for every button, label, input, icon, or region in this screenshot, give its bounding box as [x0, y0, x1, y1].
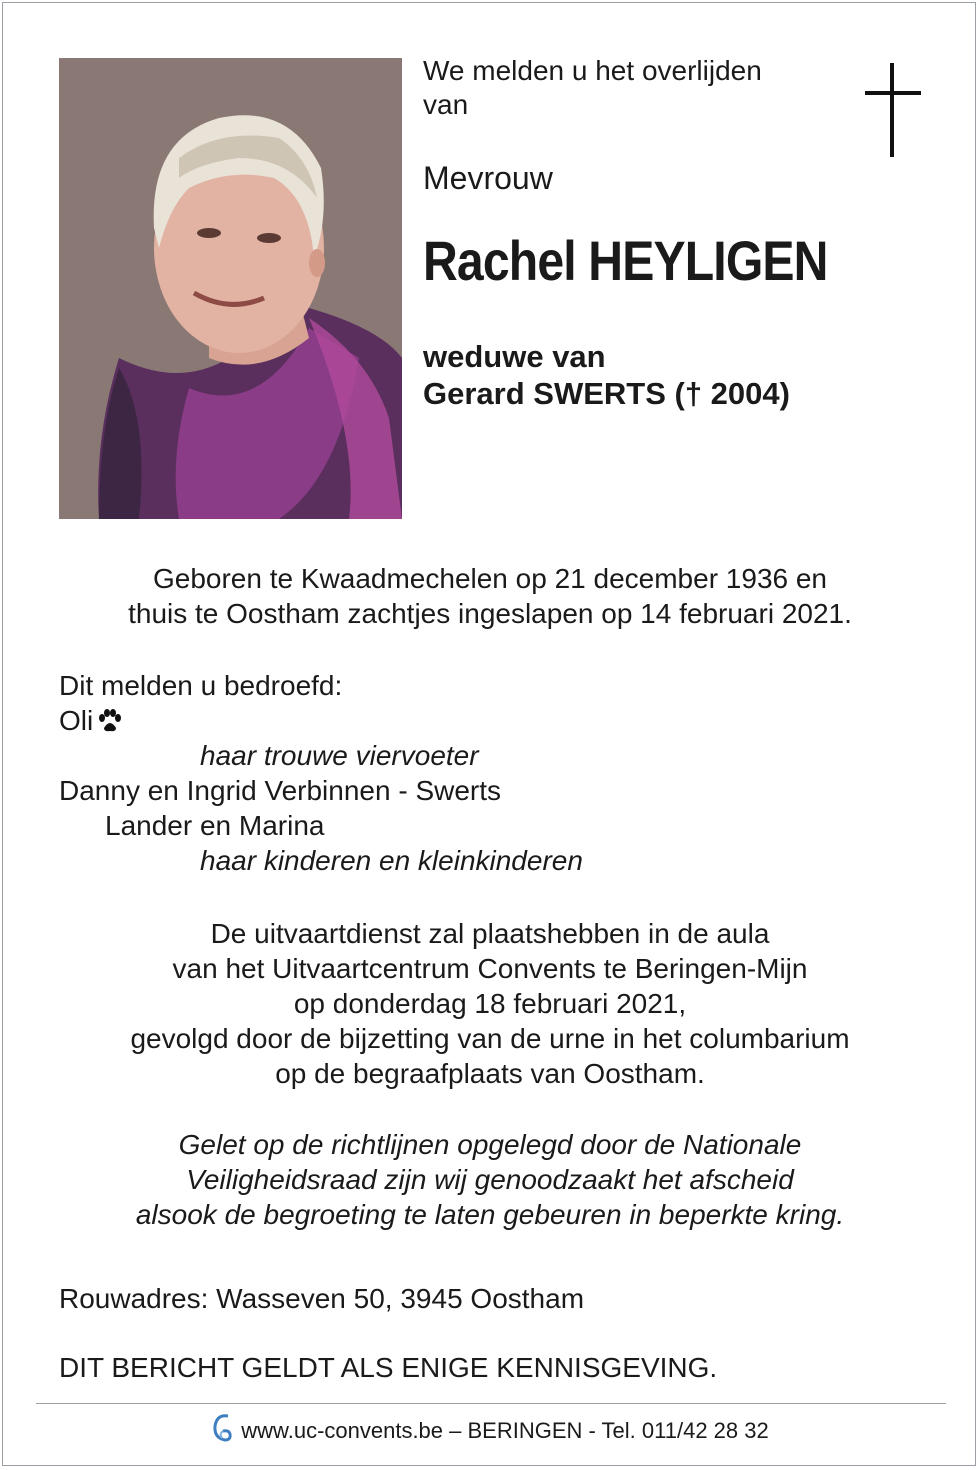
service-line-1: De uitvaartdienst zal plaatshebben in de aula [210, 918, 770, 949]
honorific: Mevrouw [423, 160, 553, 196]
widow-line-1: weduwe van [423, 339, 606, 374]
announcement-intro [423, 54, 823, 122]
paw-icon [97, 709, 123, 733]
intro-line-2: van [423, 89, 469, 120]
deceased-name: Rachel HEYLIGEN [423, 229, 828, 292]
intro-line-1: We melden u het overlijden [423, 55, 762, 86]
notice-line-2: Veiligheidsraad zijn wij genoodzaakt het afscheid [186, 1164, 794, 1195]
footer-divider [36, 1403, 946, 1404]
mourners-heading: Dit melden u bedroefd: [59, 670, 343, 701]
service-line-5: op de begraafplaats van Oostham. [275, 1058, 705, 1089]
cross-icon [865, 63, 921, 157]
service-line-3: op donderdag 18 februari 2021, [293, 988, 687, 1019]
service-line-4: gevolgd door de bijzetting van de urne in het columbarium [130, 1023, 850, 1054]
birth-line-2: thuis te Oostham zachtjes ingeslapen op 14 februari 2021. [128, 598, 852, 629]
notice-line-3: alsook de begroeting te laten gebeuren in beperkte kring. [135, 1199, 845, 1230]
pet-name: Oli [59, 705, 94, 736]
grandchildren-line: Lander en Marina [105, 810, 325, 841]
birth-line-1: Geboren te Kwaadmechelen op 21 december 1936 en [152, 563, 828, 594]
footer-contact[interactable]: www.uc-convents.be – BERINGEN - Tel. 011/42 28 32 [241, 1418, 769, 1443]
footer [0, 1412, 980, 1446]
convents-logo-icon [211, 1412, 233, 1444]
final-notice: DIT BERICHT GELDT ALS ENIGE KENNISGEVING. [59, 1352, 718, 1383]
portrait-photo [59, 58, 402, 519]
widow-line-2: Gerard SWERTS († 2004) [423, 376, 790, 411]
mourning-address: Rouwadres: Wasseven 50, 3945 Oostham [59, 1283, 585, 1314]
service-line-2: van het Uitvaartcentrum Convents te Beringen-Mijn [172, 953, 808, 984]
widow-of [423, 338, 790, 412]
pet-role: haar trouwe viervoeter [200, 740, 479, 771]
children-line: Danny en Ingrid Verbinnen - Swerts [59, 775, 502, 806]
family-role: haar kinderen en kleinkinderen [200, 845, 583, 876]
pet-line [59, 703, 123, 738]
notice-line-1: Gelet op de richtlijnen opgelegd door de Nationale [178, 1129, 802, 1160]
